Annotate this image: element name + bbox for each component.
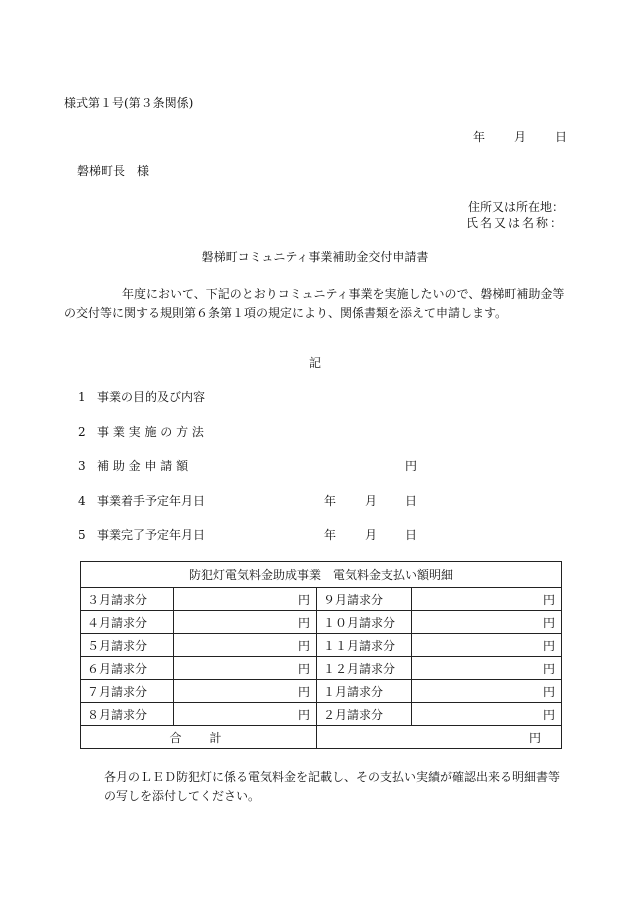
date-month: 月	[514, 130, 527, 144]
month-label: ８月請求分	[81, 703, 174, 726]
table-row	[81, 703, 562, 726]
item-unit: 円	[405, 459, 418, 473]
month-label: ５月請求分	[81, 634, 174, 657]
month-label: ９月請求分	[317, 588, 412, 611]
item-day: 日	[405, 494, 418, 508]
table-header: 防犯灯電気料金助成事業 電気料金支払い額明細	[81, 562, 562, 588]
amount-cell: 円	[412, 588, 562, 611]
applicant-name-label: 氏名又は名称：	[465, 216, 564, 230]
table-row	[81, 634, 562, 657]
total-label: 合計	[81, 726, 317, 749]
table-header-row	[81, 562, 562, 588]
form-label: 様式第１号(第３条関係)	[64, 96, 194, 110]
applicant-address-label: 住所又は所在地：	[467, 200, 564, 214]
intro-text: 年度において、下記のとおりコミュニティ事業を実施したいので、磐梯町補助金等の交付等に関する規則第６条第１項の規定により、関係書類を添えて申請します。	[64, 287, 565, 320]
amount-cell: 円	[412, 657, 562, 680]
total-amount-cell: 円	[317, 726, 562, 749]
attachment-note: 各月のＬＥＤ防犯灯に係る電気料金を記載し、その支払い実績が確認出来る明細書等の写しを添付してください。	[104, 770, 561, 803]
amount-cell: 円	[412, 634, 562, 657]
table-row	[81, 588, 562, 611]
item-label: 事業完了予定年月日	[97, 528, 206, 542]
item-number: 5	[78, 528, 86, 542]
table-row	[81, 611, 562, 634]
table-row	[81, 657, 562, 680]
month-label: ３月請求分	[81, 588, 174, 611]
table-total-row	[81, 726, 562, 749]
month-label: １２月請求分	[317, 657, 412, 680]
item-number: 4	[78, 494, 86, 508]
amount-cell: 円	[174, 588, 317, 611]
amount-cell: 円	[174, 611, 317, 634]
item-label: 補 助 金 申 請 額	[97, 459, 189, 473]
item-label: 事業の目的及び内容	[97, 390, 206, 404]
item-day: 日	[405, 528, 418, 542]
date-day: 日	[555, 130, 568, 144]
addressee: 磐梯町長 様	[77, 164, 150, 178]
amount-cell: 円	[412, 680, 562, 703]
item-month: 月	[365, 528, 378, 542]
ki-heading: 記	[308, 356, 321, 370]
month-label: ７月請求分	[81, 680, 174, 703]
item-label: 事 業 実 施 の 方 法	[97, 425, 204, 439]
month-label: ４月請求分	[81, 611, 174, 634]
amount-cell: 円	[412, 703, 562, 726]
amount-cell: 円	[412, 611, 562, 634]
amount-cell: 円	[174, 657, 317, 680]
item-label: 事業着手予定年月日	[97, 494, 206, 508]
payment-detail-table	[80, 561, 562, 749]
item-number: 3	[78, 459, 86, 473]
amount-cell: 円	[174, 680, 317, 703]
item-month: 月	[365, 494, 378, 508]
month-label: １１月請求分	[317, 634, 412, 657]
month-label: １０月請求分	[317, 611, 412, 634]
item-number: 1	[78, 390, 86, 404]
intro-paragraph	[64, 285, 574, 323]
document-title: 磐梯町コミュニティ事業補助金交付申請書	[201, 250, 429, 264]
amount-cell: 円	[174, 703, 317, 726]
table-row	[81, 680, 562, 703]
month-label: １月請求分	[317, 680, 412, 703]
month-label: ６月請求分	[81, 657, 174, 680]
amount-cell: 円	[174, 634, 317, 657]
item-year: 年	[324, 494, 337, 508]
item-number: 2	[78, 425, 86, 439]
month-label: ２月請求分	[317, 703, 412, 726]
date-year: 年	[473, 130, 486, 144]
item-year: 年	[324, 528, 337, 542]
